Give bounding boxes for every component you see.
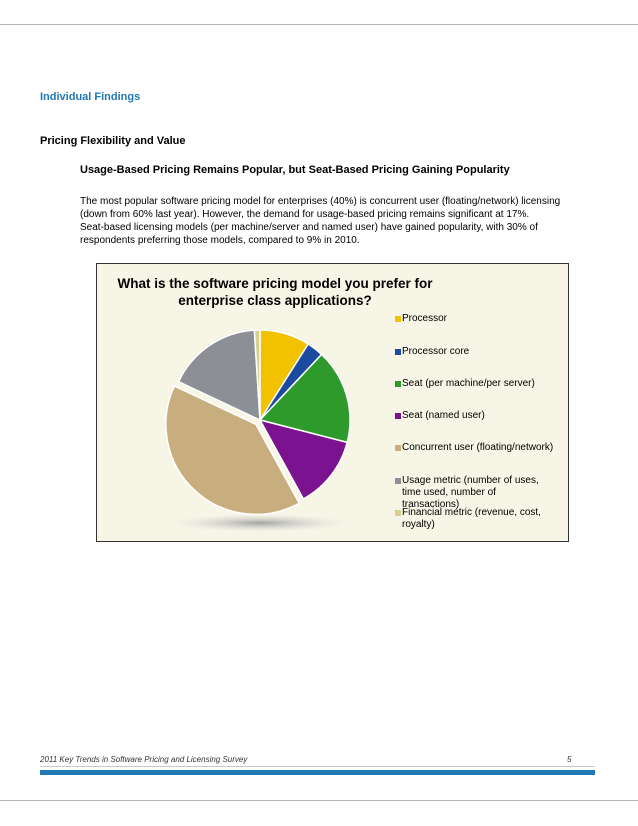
legend-label: Processor core xyxy=(402,346,470,357)
paragraph-line: The most popular software pricing model for enterprises (40%) is concurrent user (floating/network) licensing xyxy=(80,196,561,207)
pie-shadow xyxy=(172,514,348,532)
paragraph-line: (down from 60% last year). However, the demand for usage-based pricing remains significant at 17%. xyxy=(80,209,530,220)
legend-item xyxy=(395,313,565,325)
subheading: Pricing Flexibility and Value xyxy=(40,135,186,147)
legend-label: Processor xyxy=(402,313,448,324)
legend-swatch xyxy=(395,445,401,451)
legend-swatch xyxy=(395,478,401,484)
chart-title-line: What is the software pricing model you prefer for xyxy=(117,276,433,291)
paragraph-line: respondents preferring those models, compared to 9% in 2010. xyxy=(80,235,360,246)
bottom-rule xyxy=(0,800,638,801)
legend-item xyxy=(395,507,560,531)
footer-rule xyxy=(40,766,595,767)
legend-swatch xyxy=(395,413,401,419)
legend-swatch xyxy=(395,316,401,322)
page-number: 5 xyxy=(567,755,572,764)
paragraph-line: Seat-based licensing models (per machine/server and named user) have gained popularity, with 30% of xyxy=(80,222,538,233)
legend-label: Usage metric (number of uses, time used, number of transactions) xyxy=(402,475,539,510)
footer-accent-bar xyxy=(40,770,595,775)
legend-item xyxy=(395,378,565,390)
legend-swatch xyxy=(395,381,401,387)
subsubheading: Usage-Based Pricing Remains Popular, but Seat-Based Pricing Gaining Popularity xyxy=(80,164,510,176)
top-rule xyxy=(0,24,638,25)
legend-item xyxy=(395,442,565,454)
section-heading: Individual Findings xyxy=(40,91,141,103)
pie-slices xyxy=(166,330,350,514)
legend-label: Seat (per machine/per server) xyxy=(402,378,535,389)
legend-label: Seat (named user) xyxy=(402,410,485,421)
chart-title xyxy=(110,275,440,309)
footer-title: 2011 Key Trends in Software Pricing and Licensing Survey xyxy=(40,755,248,764)
legend-item xyxy=(395,410,565,422)
legend-label: Concurrent user (floating/network) xyxy=(402,442,554,453)
chart-title-line: enterprise class applications? xyxy=(178,293,372,308)
legend-item xyxy=(395,475,555,511)
legend-item xyxy=(395,346,565,358)
pie-chart xyxy=(155,325,365,535)
legend-swatch xyxy=(395,510,401,516)
body-paragraph xyxy=(80,195,592,247)
legend-swatch xyxy=(395,349,401,355)
legend-label: Financial metric (revenue, cost, royalty) xyxy=(402,507,541,530)
